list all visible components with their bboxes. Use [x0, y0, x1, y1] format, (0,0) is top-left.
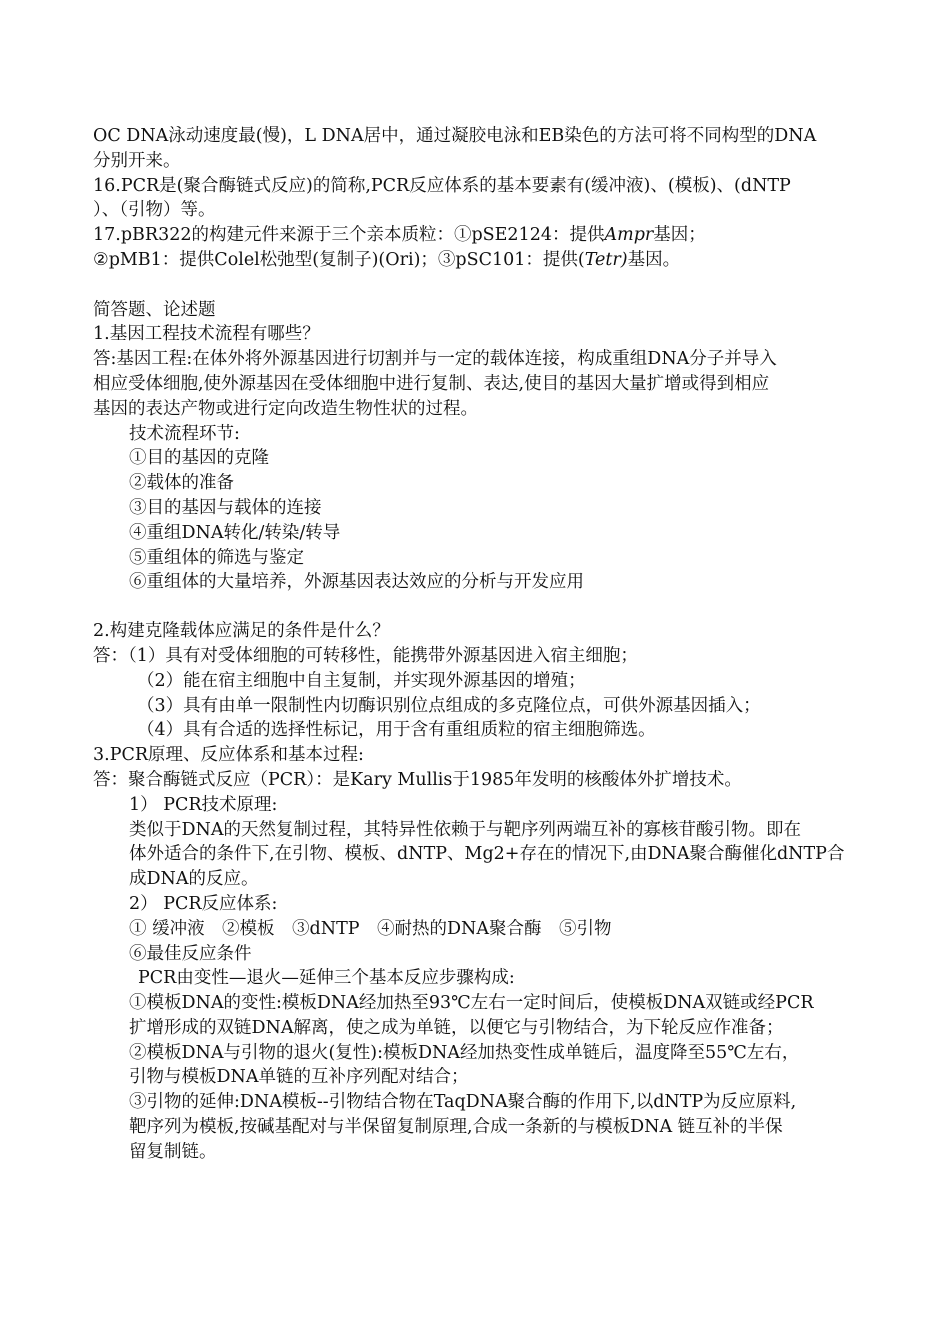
question-2: 2.构建克隆载体应满足的条件是什么？	[93, 621, 390, 642]
answer-3-line: 类似于DNA的天然复制过程，其特异性依赖于与靶序列两端互补的寡核苷酸引物。即在	[129, 819, 801, 840]
answer-1-line: 基因的表达产物或进行定向改造生物性状的过程。	[93, 398, 478, 419]
text-span: 基因；	[653, 225, 706, 246]
subheading: 2） PCR反应体系:	[129, 893, 278, 914]
answer-3-line: 答：聚合酶链式反应（PCR）：是Kary Mullis于1985年发明的核酸体外扩增技术。	[93, 769, 742, 790]
list-item: ⑥重组体的大量培养，外源基因表达效应的分析与开发应用	[129, 572, 584, 593]
list-item: （3）具有由单一限制性内切酶识别位点组成的多克隆位点，可供外源基因插入；	[137, 695, 761, 716]
answer-16-line: ）、（引物）等。	[93, 200, 216, 221]
question-3: 3.PCR原理、反应体系和基本过程:	[93, 745, 364, 766]
answer-17-line	[93, 248, 863, 273]
text-line: OC DNA泳动速度最(慢)，L DNA居中，通过凝胶电泳和EB染色的方法可将不同构型的DNA	[93, 126, 817, 146]
answer-3-line: 引物与模板DNA单链的互补序列配对结合；	[129, 1067, 469, 1088]
question-1: 1.基因工程技术流程有哪些？	[93, 324, 320, 345]
list-item: ⑥最佳反应条件	[129, 943, 252, 964]
text-line: 分别开来。	[93, 150, 181, 171]
section-heading: 简答题、论述题	[93, 299, 216, 320]
list-item: ②载体的准备	[129, 473, 234, 494]
spacer	[93, 273, 863, 298]
subheading: 1） PCR技术原理:	[129, 794, 278, 815]
answer-3-line: 成DNA的反应。	[129, 869, 259, 890]
list-item: （4）具有合适的选择性标记，用于含有重组质粒的宿主细胞筛选。	[137, 720, 656, 741]
answer-17-line	[93, 223, 863, 248]
text-span: 17.pBR322的构建元件来源于三个亲本质粒：①pSE2124：提供	[93, 225, 605, 246]
text-span: 基因。	[627, 249, 681, 270]
answer-3-line: 靶序列为模板,按碱基配对与半保留复制原理,合成一条新的与模板DNA 链互补的半保	[129, 1117, 783, 1138]
list-item: ④重组DNA转化/转染/转导	[129, 522, 341, 543]
list-item: ③目的基因与载体的连接	[129, 497, 322, 518]
answer-16-line: 16.PCR是(聚合酶链式反应)的简称,PCR反应体系的基本要素有(缓冲液)、(模板)、(dNTP	[93, 175, 791, 196]
document-page	[93, 124, 863, 1165]
answer-3-line: ③引物的延伸:DNA模板--引物结合物在TaqDNA聚合酶的作用下,以dNTP为反应原料,	[129, 1092, 797, 1113]
answer-1-line: 技术流程环节:	[129, 423, 240, 444]
spacer	[93, 595, 863, 619]
list-item: ①目的基因的克隆	[129, 448, 269, 469]
answer-3-line: PCR由变性—退火—延伸三个基本反应步骤构成:	[138, 968, 515, 989]
list-item: （2）能在宿主细胞中自主复制，并实现外源基因的增殖；	[137, 670, 586, 691]
list-item: ⑤重组体的筛选与鉴定	[129, 547, 304, 568]
answer-2-line: 答：（1）具有对受体细胞的可转移性，能携带外源基因进入宿主细胞；	[93, 645, 638, 666]
text-span: ②pMB1：提供Colel松弛型(复制子)(Ori)；③pSC101：提供(	[93, 249, 585, 270]
answer-3-line: 留复制链。	[129, 1141, 217, 1162]
answer-1-line: 相应受体细胞,使外源基因在受体细胞中进行复制、表达,使目的基因大量扩增或得到相应	[93, 373, 770, 394]
gene-name: Tetr)	[584, 249, 628, 270]
list-item: ① 缓冲液 ②模板 ③dNTP ④耐热的DNA聚合酶 ⑤引物	[129, 918, 612, 939]
gene-name: Ampr	[604, 225, 654, 246]
answer-1-line: 答:基因工程:在体外将外源基因进行切割并与一定的载体连接，构成重组DNA分子并导入	[93, 349, 777, 370]
answer-3-line: 扩增形成的双链DNA解离，使之成为单链，以便它与引物结合，为下轮反应作准备；	[129, 1017, 784, 1038]
answer-3-line: ②模板DNA与引物的退火(复性):模板DNA经加热变性成单链后，温度降至55℃左右，	[129, 1042, 800, 1063]
answer-3-line: 体外适合的条件下,在引物、模板、dNTP、Mg2+存在的情况下,由DNA聚合酶催化dNTP合	[129, 844, 845, 865]
answer-3-line: ①模板DNA的变性:模板DNA经加热至93℃左右一定时间后，使模板DNA双链或经PCR	[129, 993, 814, 1014]
